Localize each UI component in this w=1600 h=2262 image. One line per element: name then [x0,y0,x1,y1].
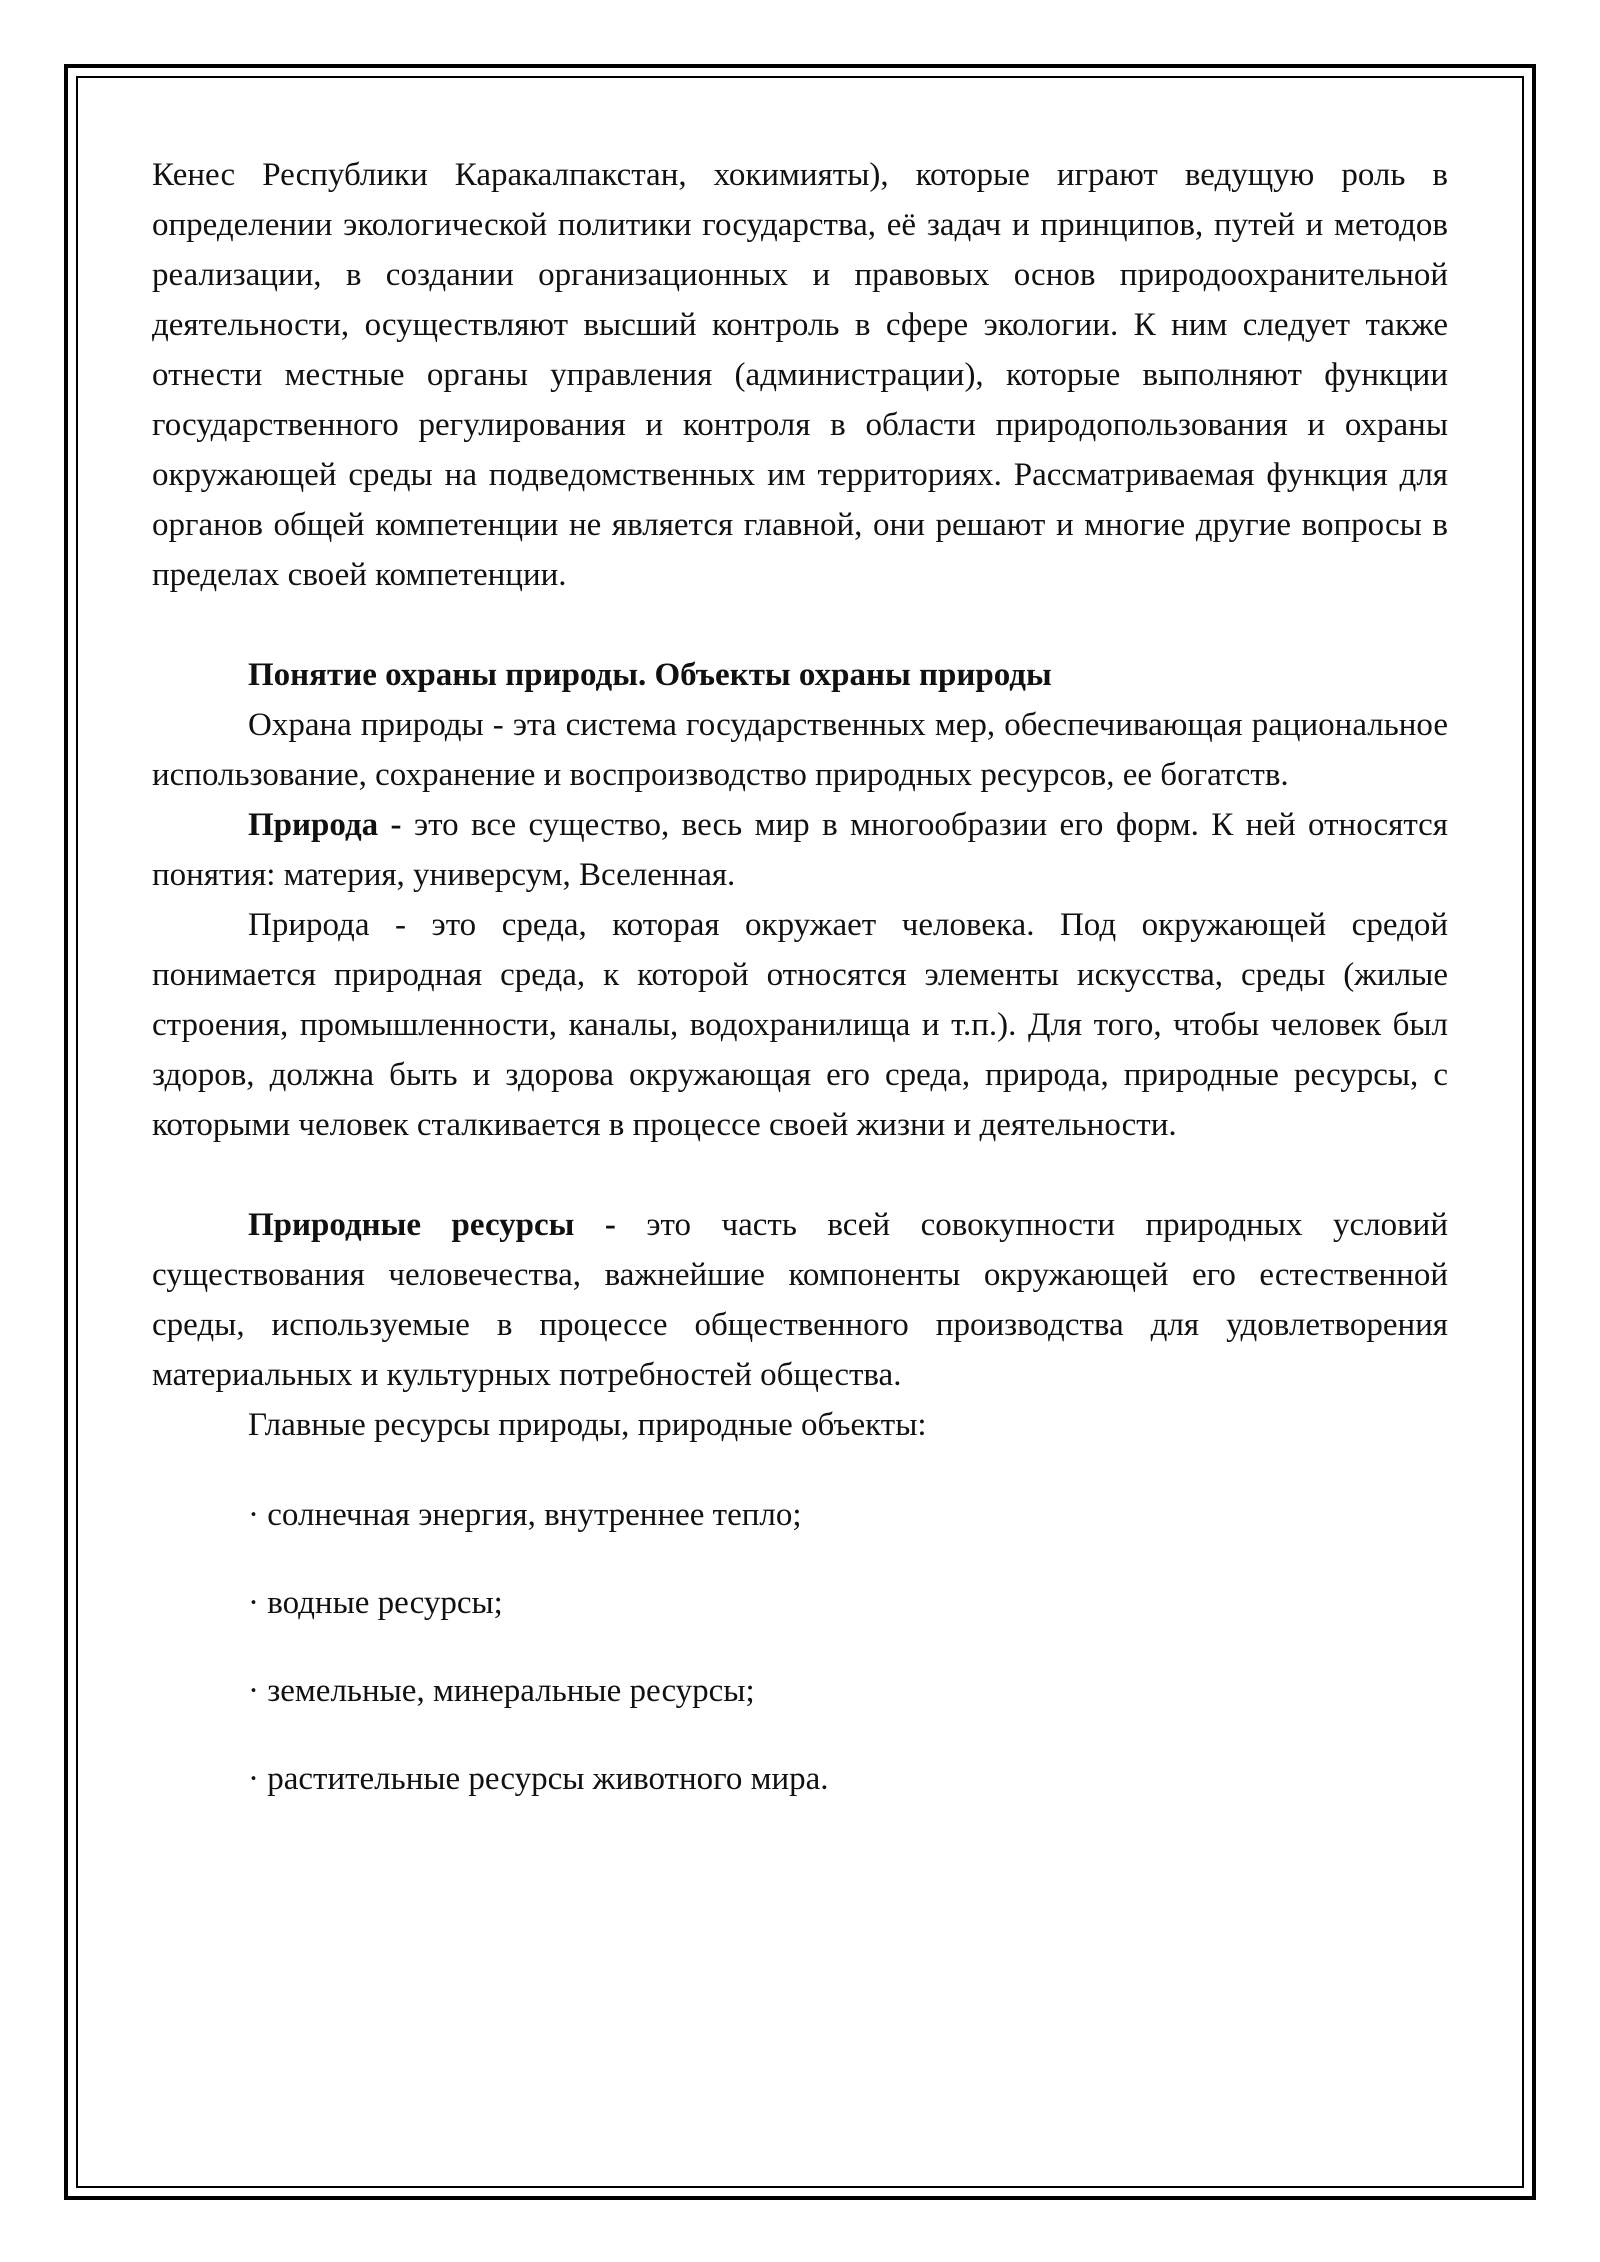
term-natural-resources: Природные ресурсы - [248,1207,616,1243]
definition-nature: это все существо, весь мир в многообразии его форм. К ней относятся понятия: материя, универсум, Вселенная. [152,807,1448,893]
section-heading: Понятие охраны природы. Объекты охраны природы [248,657,1052,693]
paragraph-natural-resources [152,1200,1448,1400]
list-item: · растительные ресурсы животного мира. [248,1761,829,1797]
list-item: · водные ресурсы; [248,1585,503,1621]
paragraph-intro: Кенес Республики Каракалпакстан, хокимияты), которые играют ведущую роль в определении экологической политики государства, её задач и принципов, путей и методов реализации, в создании организационных и правовых основ природоохранительной деятельности, осуществляют высший контроль в сфере экологии. К ним следует также отнести местные органы управления (администрации), которые выполняют функции государственного регулирования и контроля в области природопользования и охраны окружающей среды на подведомственных им территориях. Рассматриваемая функция для органов общей компетенции не является главной, они решают и многие другие вопросы в пределах своей компетенции. [152,157,1448,593]
document-body [152,150,1448,1804]
list-item: · солнечная энергия, внутреннее тепло; [248,1497,802,1533]
paragraph-nature-protection: Охрана природы - эта система государственных мер, обеспечивающая рациональное использование, сохранение и воспроизводство природных ресурсов, ее богатств. [152,707,1448,793]
term-nature: Природа - [248,807,402,843]
list-item: · земельные, минеральные ресурсы; [248,1673,755,1709]
paragraph-environment: Природа - это среда, которая окружает человека. Под окружающей средой понимается природная среда, к которой относятся элементы искусства, среды (жилые строения, промышленности, каналы, водохранилища и т.п.). Для того, чтобы человек был здоров, должна быть и здорова окружающая его среда, природа, природные ресурсы, с которыми человек сталкивается в процессе своей жизни и деятельности. [152,907,1448,1143]
paragraph-nature-definition [152,800,1448,900]
paragraph-main-resources: Главные ресурсы природы, природные объекты: [248,1407,927,1443]
definition-natural-resources: это часть всей совокупности природных условий существования человечества, важнейшие компоненты окружающей его естественной среды, используемые в процессе общественного производства для удовлетворения материальных и культурных потребностей общества. [152,1207,1448,1393]
